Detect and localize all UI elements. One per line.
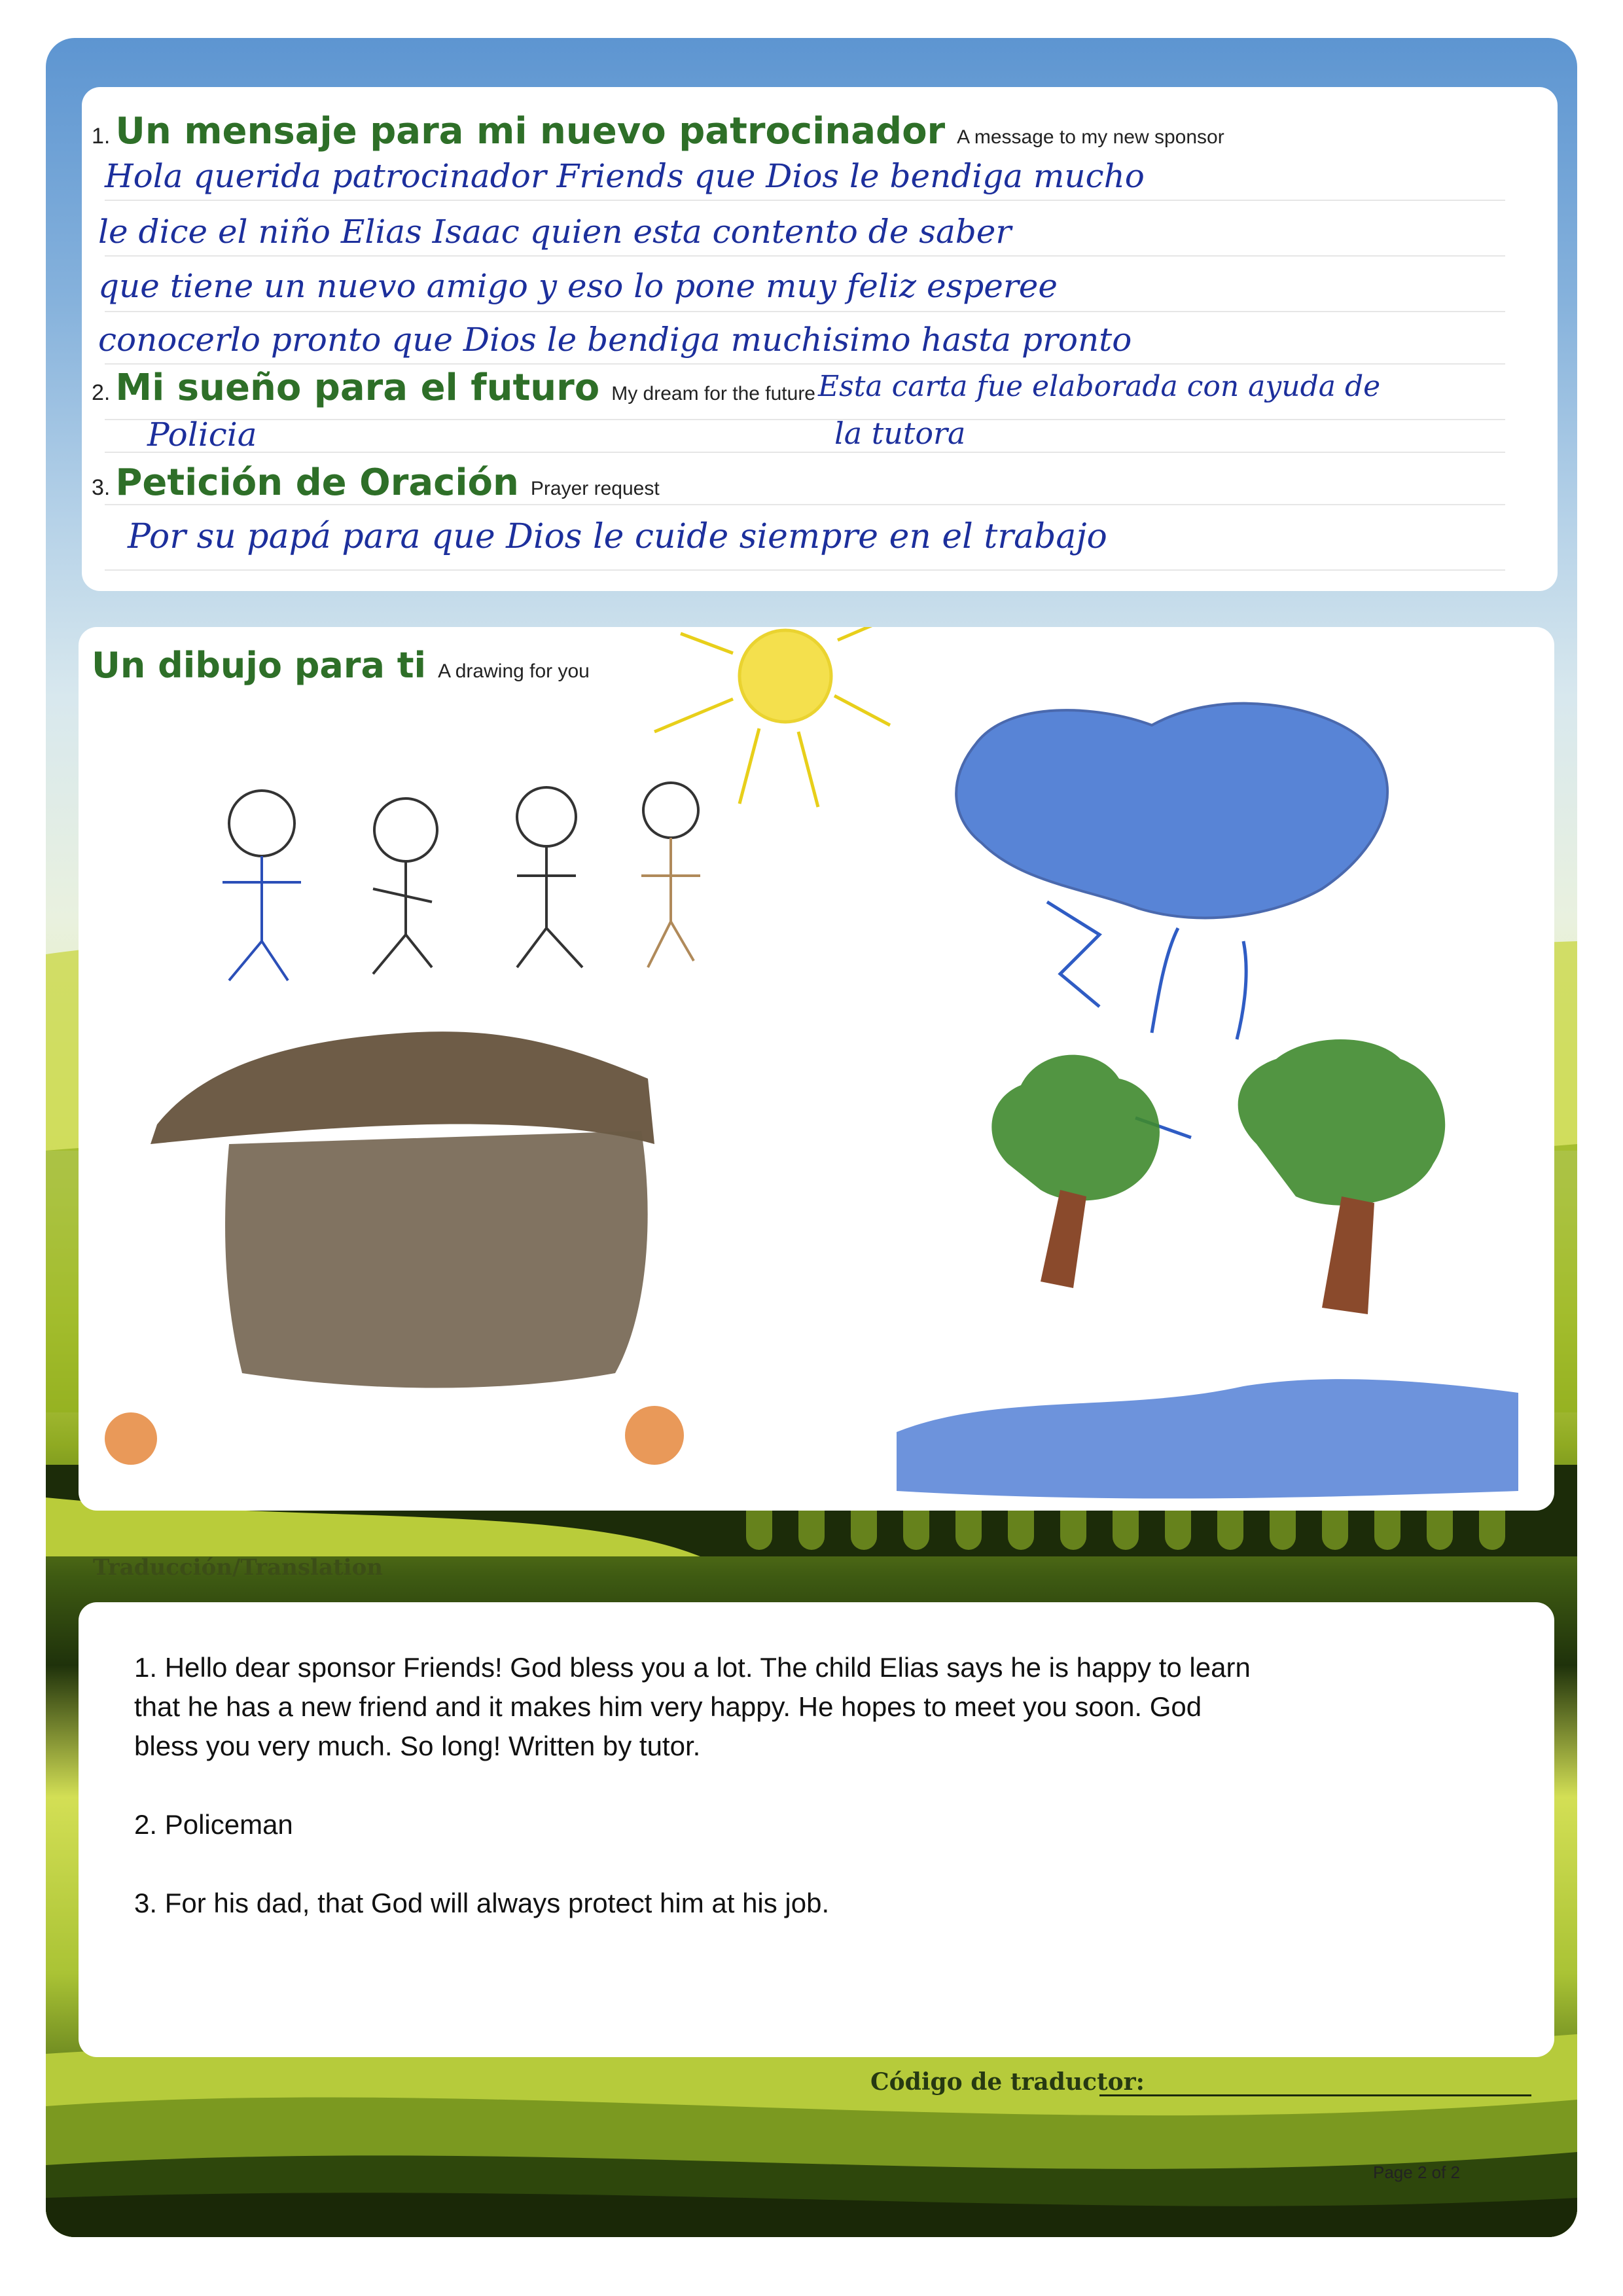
rule — [105, 200, 1505, 201]
message-line: Hola querida patrocinador Friends que Dios le bendiga mucho — [105, 157, 1145, 195]
message-line: le dice el niño Elias Isaac quien esta contento de saber — [98, 213, 1012, 251]
translator-code-line — [1099, 2094, 1531, 2096]
rule — [105, 504, 1505, 505]
message-line: que tiene un nuevo amigo y eso lo pone muy feliz esperee — [98, 267, 1058, 305]
prayer-title: Petición de Oración — [115, 461, 519, 504]
dream-answer: Policia — [147, 416, 257, 454]
rule — [105, 419, 1505, 420]
prayer-heading — [92, 461, 660, 504]
house-body — [225, 1131, 648, 1388]
dream-title: Mi sueño para el futuro — [115, 367, 600, 409]
message-heading — [92, 110, 1224, 152]
drawing-title: Un dibujo para ti — [92, 645, 427, 686]
rule — [105, 363, 1505, 365]
translation-line: that he has a new friend and it makes him very happy. He hopes to meet you soon. God — [134, 1691, 1202, 1722]
dream-title-en: My dream for the future — [611, 383, 815, 404]
translation-label: Traducción/Translation — [93, 1554, 383, 1581]
cloud — [956, 704, 1387, 918]
rule — [105, 569, 1505, 571]
drawing-panel — [79, 627, 1554, 1511]
tree — [991, 1055, 1160, 1288]
dream-heading — [92, 367, 815, 409]
dream-number: 2. — [92, 380, 111, 405]
river — [897, 1379, 1518, 1498]
flower — [105, 1412, 157, 1465]
tree — [1238, 1039, 1446, 1314]
drawing-title-en: A drawing for you — [438, 660, 590, 682]
sun — [654, 627, 890, 807]
translation-line: 3. For his dad, that God will always protect him at his job. — [134, 1888, 830, 1918]
page-number: Page 2 of 2 — [1373, 2162, 1460, 2182]
dream-note: Esta carta fue elaborada con ayuda de — [818, 370, 1381, 403]
house-roof — [151, 1031, 654, 1144]
message-number: 1. — [92, 124, 111, 149]
prayer-answer: Por su papá para que Dios le cuide siempre en el trabajo — [128, 517, 1107, 556]
child-drawing — [79, 627, 1554, 1511]
message-title-en: A message to my new sponsor — [957, 126, 1224, 148]
flower — [625, 1406, 684, 1465]
translation-line: 1. Hello dear sponsor Friends! God bless you a lot. The child Elias says he is happy to learn — [134, 1652, 1251, 1683]
translation-line: 2. Policeman — [134, 1809, 293, 1840]
people — [223, 783, 700, 980]
rule — [105, 255, 1505, 257]
dream-note-line2: la tutora — [834, 416, 966, 451]
translator-code-label: Código de traductor: — [870, 2068, 1145, 2096]
translation-line: bless you very much. So long! Written by tutor. — [134, 1731, 701, 1761]
prayer-number: 3. — [92, 475, 111, 500]
message-title: Un mensaje para mi nuevo patrocinador — [115, 110, 946, 152]
drawing-heading — [92, 645, 590, 686]
rule — [105, 311, 1505, 312]
prayer-title-en: Prayer request — [530, 478, 660, 499]
rule — [105, 452, 1505, 453]
message-line: conocerlo pronto que Dios le bendiga muchisimo hasta pronto — [98, 321, 1132, 359]
